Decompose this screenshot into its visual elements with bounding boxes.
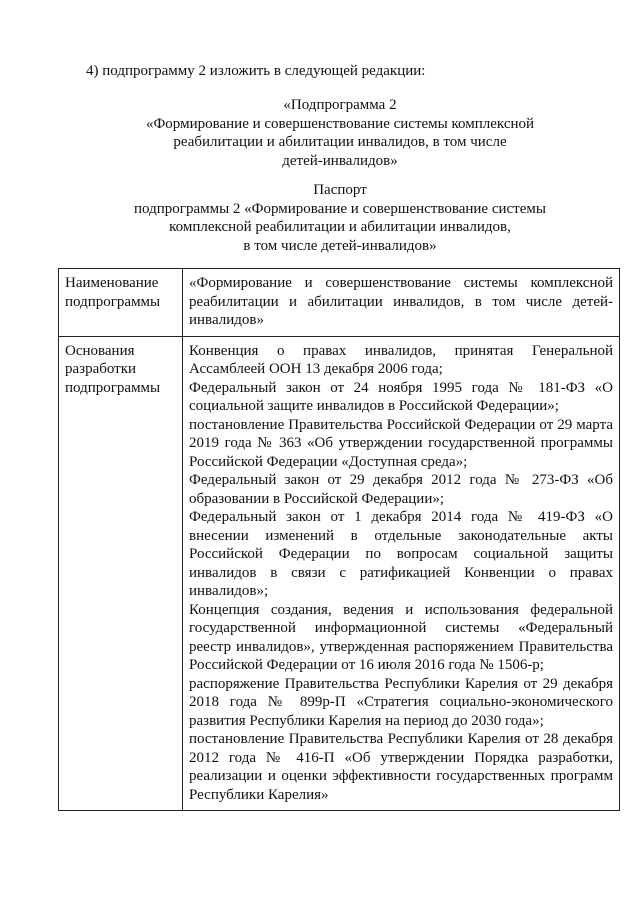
row-label-line: подпрограммы [65,379,161,396]
passport-heading-line: Паспорт [313,182,367,198]
subprogram-title [60,96,620,170]
row-label-line: подпрограммы [65,293,161,310]
passport-table [58,268,620,811]
legal-basis-item: Конвенция о правах инвалидов, принятая Генеральной Ассамблеей ООН 13 декабря 2006 года; [189,342,613,377]
table-row-name [59,269,620,337]
legal-basis-item: Федеральный закон от 24 ноября 1995 года № 181-ФЗ «О социальной защите инвалидов в Российской Федерации»; [189,379,613,414]
row-label-line: Наименование [65,275,159,291]
legal-basis-item: Федеральный закон от 29 декабря 2012 года № 273-ФЗ «Об образовании в Российской Федерации»; [189,472,613,507]
row-label-line: Основания [65,342,135,359]
subprogram-title-line: «Подпрограмма 2 [283,97,397,113]
legal-basis-item: распоряжение Правительства Республики Карелия от 29 декабря 2018 года № 899р-П «Стратегия социально-экономического развития Республики Карелия на период до 2030 года»; [189,675,613,729]
table-row-basis [59,336,620,811]
intro-text: 4) подпрограмму 2 изложить в следующей редакции: [86,63,426,79]
passport-heading [60,181,620,255]
passport-heading-line: подпрограммы 2 «Формирование и совершенствование системы [134,200,546,217]
row-value-cell [183,336,620,811]
row-label-cell [59,269,183,337]
subprogram-name-value: «Формирование и совершенствование системы комплексной реабилитации и абилитации инвалидов, в том числе детей-инвалидов» [189,275,613,328]
subprogram-title-line: реабилитации и абилитации инвалидов, в том числе [173,134,507,150]
subprogram-title-line: «Формирование и совершенствование системы комплексной [145,115,535,132]
legal-basis-item: Концепция создания, ведения и использования федеральной государственной информационной системы «Федеральный реестр инвалидов», утвержденная распоряжением Правительства Российской Федерации от 16 июля 2016 года № 1506-р; [189,601,613,673]
row-label-cell [59,336,183,811]
legal-basis-item: постановление Правительства Российской Федерации от 29 марта 2019 года № 363 «Об утверждении государственной программы Российской Федерации «Доступная среда»; [189,416,613,470]
row-value-cell [183,269,620,337]
legal-basis-item: постановление Правительства Республики Карелия от 28 декабря 2012 года № 416-П «Об утверждении Порядка разработки, реализации и оценки эффективности государственных программ Республики Карелия» [189,731,613,803]
row-label-line: разработки [65,361,137,377]
passport-heading-line: комплексной реабилитации и абилитации инвалидов, [169,219,511,235]
legal-basis-item: Федеральный закон от 1 декабря 2014 года № 419-ФЗ «О внесении изменений в отдельные законодательные акты Российской Федерации по вопросам социальной защиты инвалидов в связи с ратификацией Конвенции о правах инвалидов»; [189,509,613,599]
passport-heading-line: в том числе детей-инвалидов» [243,237,437,254]
subprogram-title-line: детей-инвалидов» [282,152,398,169]
